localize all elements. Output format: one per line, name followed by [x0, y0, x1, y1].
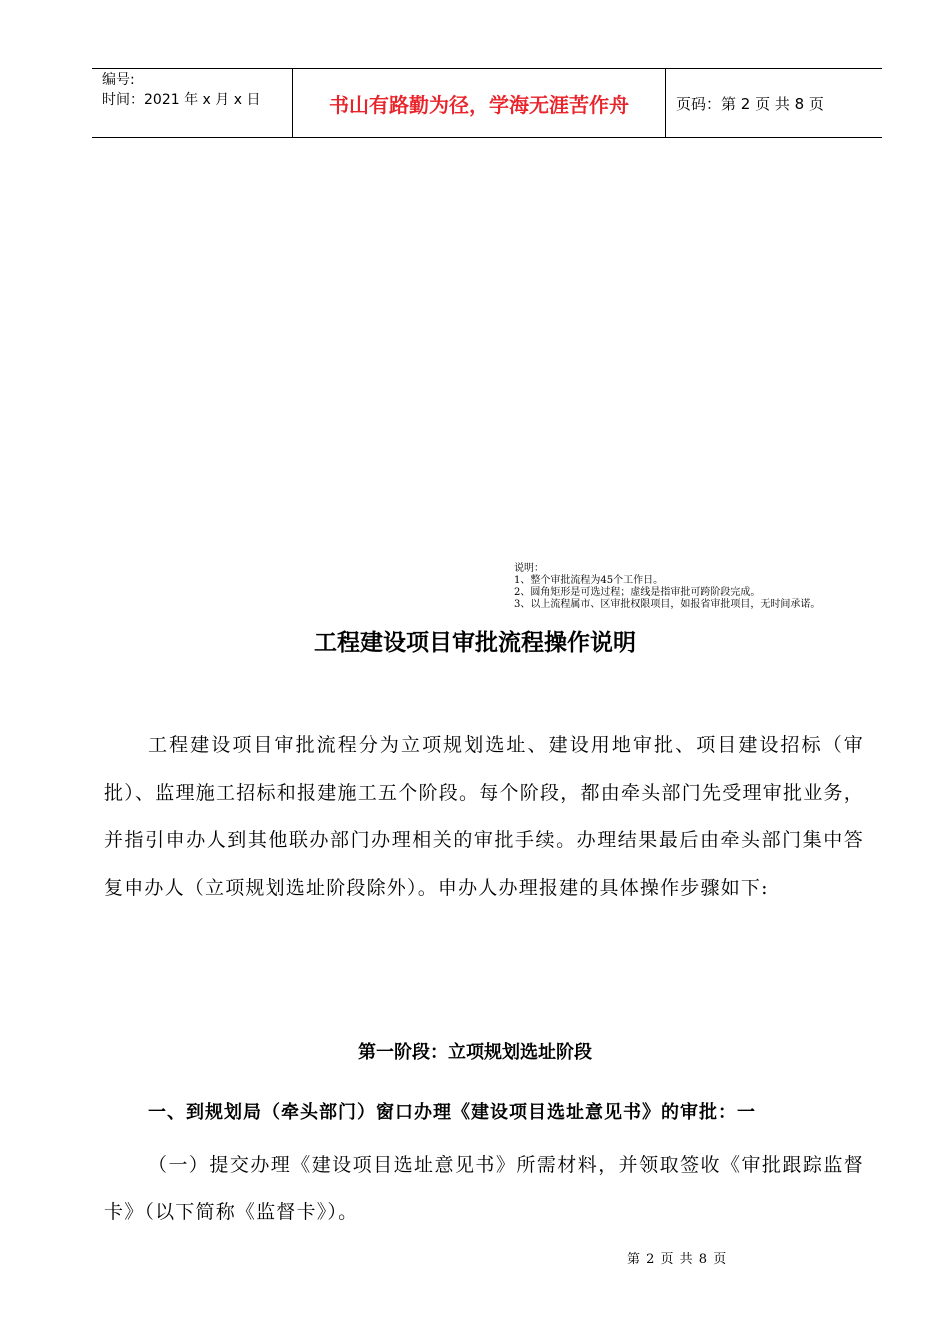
step-heading: 一、到规划局（牵头部门）窗口办理《建设项目选址意见书》的审批：一 [148, 1102, 756, 1123]
notes-title: 说明： [514, 563, 544, 574]
time-label: 时间：2021 年 x 月 x 日 [102, 92, 261, 108]
page-info: 页码：第 2 页 共 8 页 [676, 94, 824, 113]
note-item: 2、圆角矩形是可选过程；虚线是指审批可跨阶段完成。 [514, 587, 761, 598]
header-page-cell [666, 69, 882, 137]
motto-text: 书山有路勤为径，学海无涯苦作舟 [329, 92, 629, 117]
document-title: 工程建设项目审批流程操作说明 [314, 629, 636, 656]
flow-notes [514, 563, 820, 611]
intro-paragraph: 工程建设项目审批流程分为立项规划选址、建设用地审批、项目建设招标（审批）、监理施工招标和报建施工五个阶段。每个阶段，都由牵头部门先受理审批业务，并指引申办人到其他联办部门办理相关的审批手续。办理结果最后由牵头部门集中答复申办人（立项规划选址阶段除外）。申办人办理报建的具体操作步骤如下: [104, 734, 864, 899]
note-item: 3、以上流程属市、区审批权限项目，如报省审批项目，无时间承诺。 [514, 599, 821, 610]
number-label: 编号: [102, 72, 135, 88]
header-left-cell [92, 69, 293, 137]
page-header [92, 68, 882, 138]
substep-paragraph: （一）提交办理《建设项目选址意见书》所需材料，并领取签收《审批跟踪监督卡》（以下简称《监督卡》）。 [104, 1154, 864, 1223]
page-footer: 第 2 页 共 8 页 [627, 1252, 728, 1267]
note-item: 1、整个审批流程为45个工作日。 [514, 575, 664, 586]
header-motto-cell [293, 69, 666, 137]
stage-heading: 第一阶段：立项规划选址阶段 [358, 1042, 592, 1063]
